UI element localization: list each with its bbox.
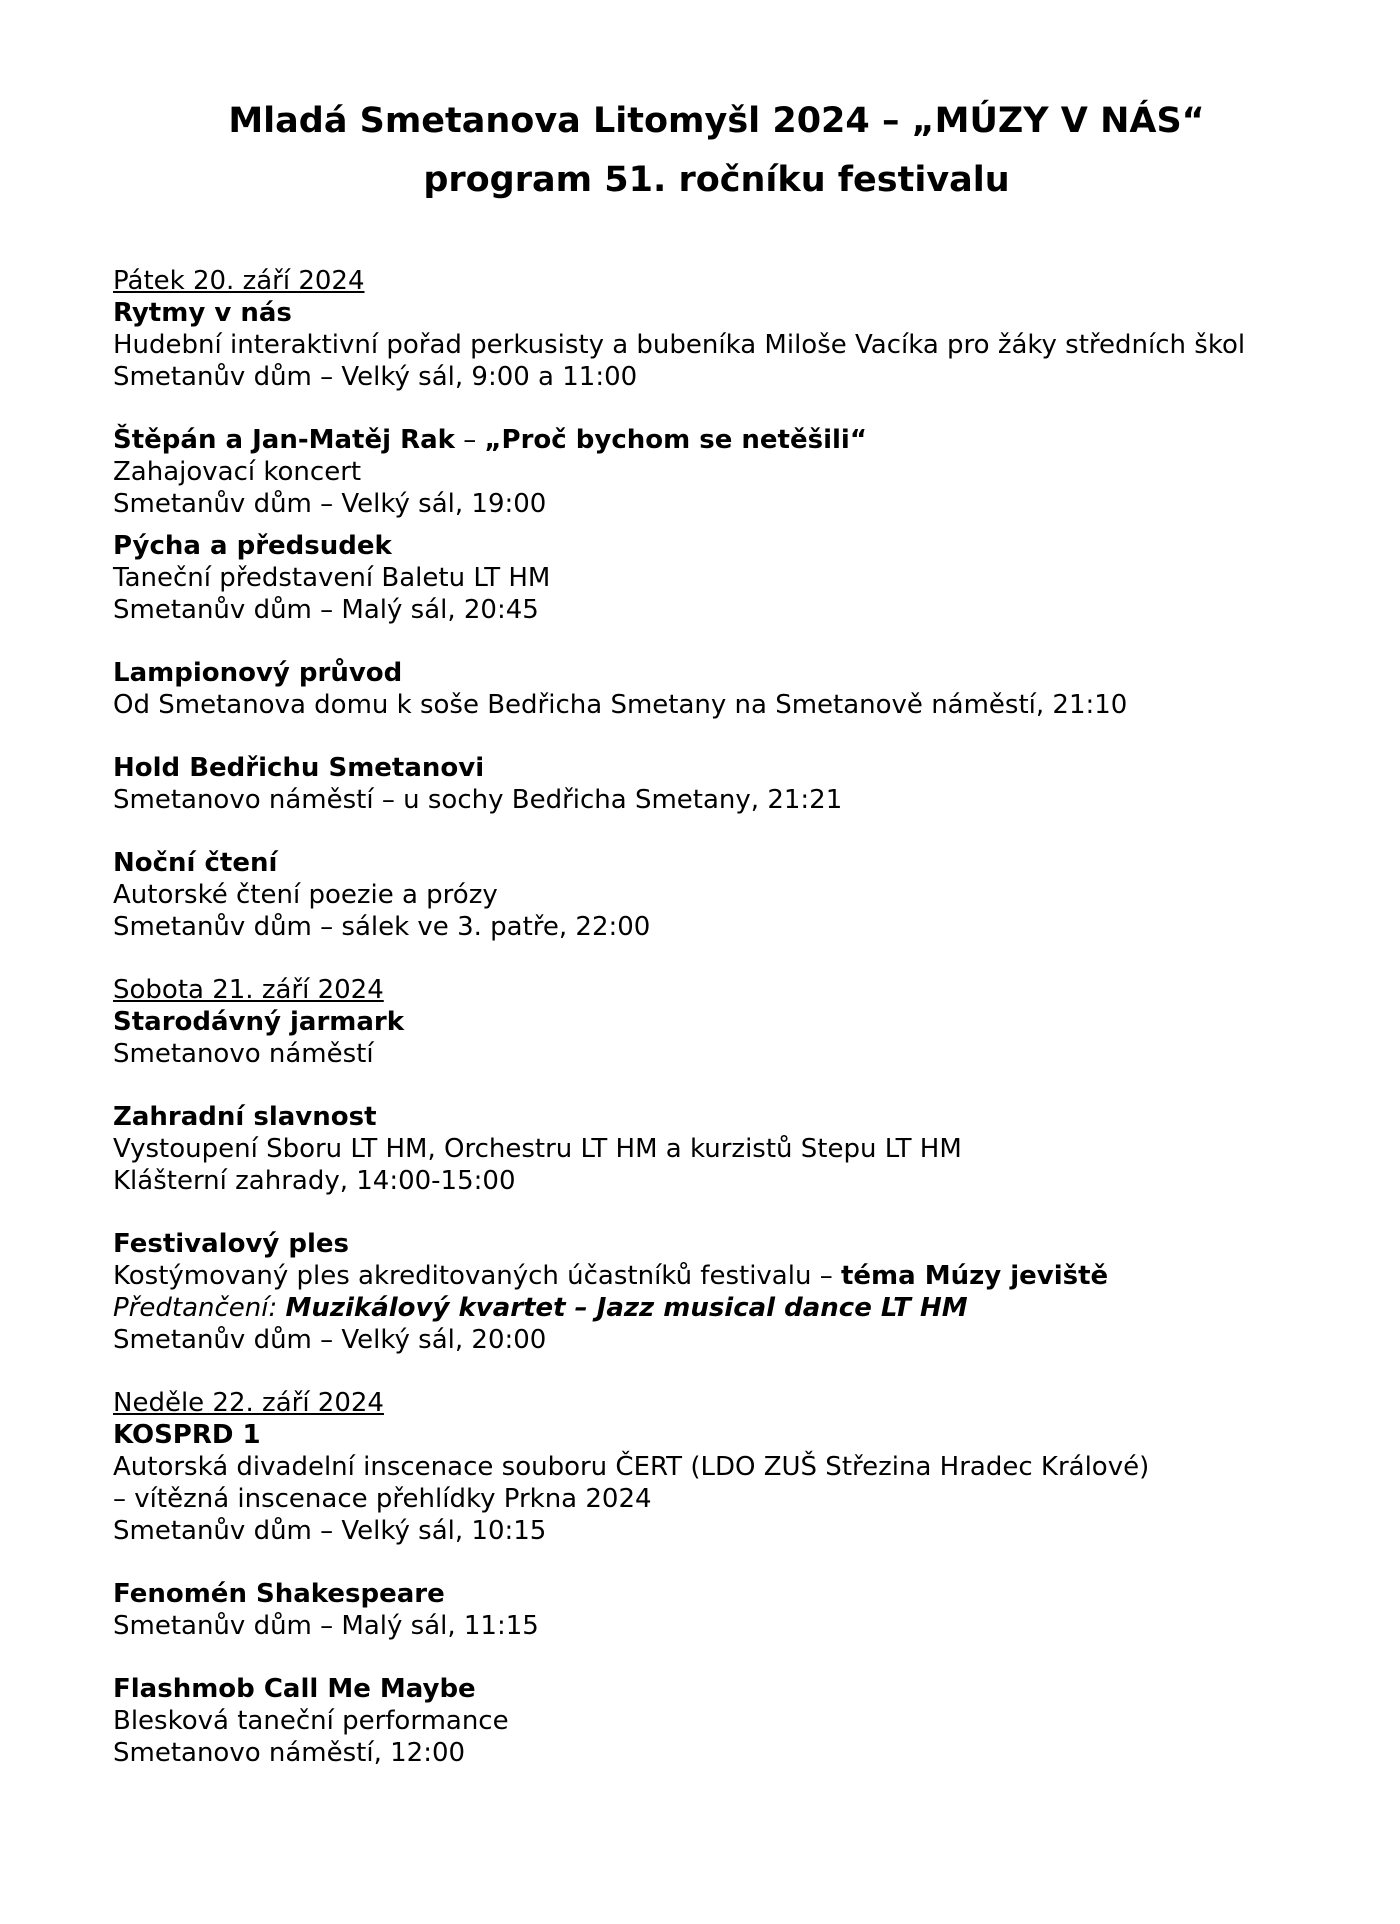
event-opening-dance-label: Předtančení: bbox=[113, 1293, 286, 1323]
event-name: Flashmob Call Me Maybe bbox=[113, 1674, 476, 1704]
event-name: Rytmy v nás bbox=[113, 298, 292, 328]
event-description: Autorské čtení poezie a prózy bbox=[113, 880, 498, 910]
event-venue: Smetanovo náměstí – u sochy Bedřicha Smetany, 21:21 bbox=[113, 785, 843, 815]
event-venue: Smetanovo náměstí, 12:00 bbox=[113, 1738, 466, 1768]
event-description: Autorská divadelní inscenace souboru ČERT (LDO ZUŠ Střezina Hradec Králové) bbox=[113, 1452, 1150, 1482]
day-heading-saturday: Sobota 21. září 2024 bbox=[113, 975, 384, 1005]
day-heading-sunday: Neděle 22. září 2024 bbox=[113, 1388, 384, 1418]
event-description: Blesková taneční performance bbox=[113, 1706, 509, 1736]
event-venue: Smetanův dům – sálek ve 3. patře, 22:00 bbox=[113, 912, 651, 942]
event-description: Vystoupení Sboru LT HM, Orchestru LT HM a kurzistů Stepu LT HM bbox=[113, 1134, 962, 1164]
event-description bbox=[113, 1260, 1320, 1292]
event-zahradni-slavnost bbox=[113, 1101, 1320, 1197]
event-venue: Smetanův dům – Velký sál, 10:15 bbox=[113, 1516, 547, 1546]
event-name: Lampionový průvod bbox=[113, 658, 403, 688]
document-title bbox=[113, 92, 1320, 210]
event-starodavny-jarmark bbox=[113, 1006, 1320, 1070]
event-kosprd-1 bbox=[113, 1419, 1320, 1547]
title-line-1: Mladá Smetanova Litomyšl 2024 – „MÚZY V NÁS“ bbox=[228, 101, 1205, 141]
event-name: Noční čtení bbox=[113, 848, 278, 878]
event-venue: Klášterní zahrady, 14:00-15:00 bbox=[113, 1166, 516, 1196]
event-lampionovy-pruvod bbox=[113, 657, 1320, 721]
event-nocni-cteni bbox=[113, 847, 1320, 943]
event-name: Fenomén Shakespeare bbox=[113, 1579, 445, 1609]
event-name bbox=[113, 424, 1320, 456]
event-flashmob bbox=[113, 1673, 1320, 1769]
event-name: Hold Bedřichu Smetanovi bbox=[113, 753, 485, 783]
event-venue: Smetanovo náměstí bbox=[113, 1039, 374, 1069]
event-description: Zahajovací koncert bbox=[113, 457, 362, 487]
event-venue: Od Smetanova domu k soše Bedřicha Smetany na Smetanově náměstí, 21:10 bbox=[113, 690, 1128, 720]
event-description-text: Kostýmovaný ples akreditovaných účastníků festivalu – bbox=[113, 1261, 841, 1291]
event-name: Festivalový ples bbox=[113, 1229, 350, 1259]
event-opening-dance-performers: Muzikálový kvartet – Jazz musical dance LT HM bbox=[285, 1293, 968, 1323]
event-description: Hudební interaktivní pořad perkusisty a bubeníka Miloše Vacíka pro žáky středních škol bbox=[113, 330, 1246, 360]
event-venue: Smetanův dům – Velký sál, 9:00 a 11:00 bbox=[113, 362, 638, 392]
event-description: Taneční představení Baletu LT HM bbox=[113, 563, 551, 593]
event-name-separator: – bbox=[454, 425, 485, 455]
event-opening-concert bbox=[113, 424, 1320, 520]
event-fenomen-shakespeare bbox=[113, 1578, 1320, 1642]
event-name: Starodávný jarmark bbox=[113, 1007, 405, 1037]
event-description-continued: – vítězná inscenace přehlídky Prkna 2024 bbox=[113, 1484, 652, 1514]
event-concert-title: „Proč bychom se netěšili“ bbox=[484, 425, 867, 455]
event-venue: Smetanův dům – Malý sál, 11:15 bbox=[113, 1611, 539, 1641]
event-opening-dance bbox=[113, 1292, 1320, 1324]
event-name: Pýcha a předsudek bbox=[113, 531, 392, 561]
event-hold-bedrichu-smetanovi bbox=[113, 752, 1320, 816]
event-venue: Smetanův dům – Velký sál, 19:00 bbox=[113, 489, 547, 519]
event-venue: Smetanův dům – Velký sál, 20:00 bbox=[113, 1325, 547, 1355]
event-theme: téma Múzy jeviště bbox=[840, 1261, 1109, 1291]
event-performer: Štěpán a Jan-Matěj Rak bbox=[113, 425, 455, 455]
event-festivalovy-ples bbox=[113, 1228, 1320, 1356]
event-venue: Smetanův dům – Malý sál, 20:45 bbox=[113, 595, 539, 625]
event-pycha-a-predsudek bbox=[113, 530, 1320, 626]
event-name: Zahradní slavnost bbox=[113, 1102, 377, 1132]
event-rytmy-v-nas bbox=[113, 297, 1320, 393]
program-list bbox=[113, 265, 1320, 1769]
title-line-2: program 51. ročníku festivalu bbox=[423, 160, 1010, 200]
event-name: KOSPRD 1 bbox=[113, 1420, 261, 1450]
day-heading-friday: Pátek 20. září 2024 bbox=[113, 266, 365, 296]
